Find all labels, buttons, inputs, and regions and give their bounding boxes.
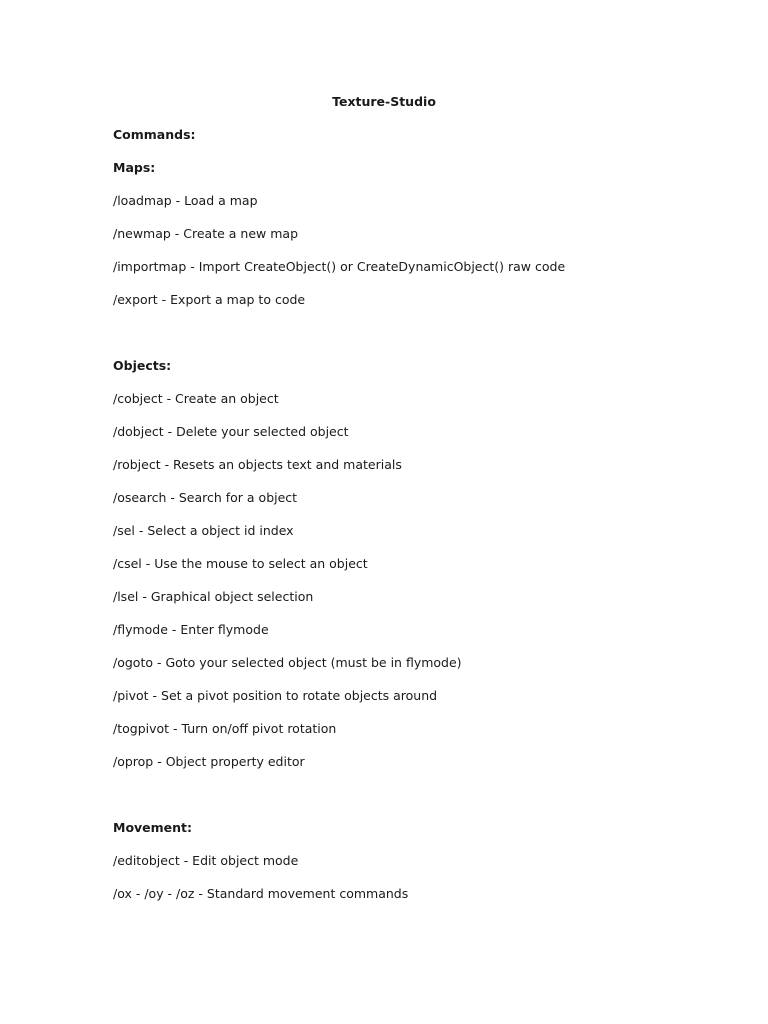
command-csel: /csel - Use the mouse to select an object <box>113 556 368 571</box>
command-sel: /sel - Select a object id index <box>113 523 294 538</box>
section-spacer <box>113 324 733 342</box>
command-dobject: /dobject - Delete your selected object <box>113 424 349 439</box>
command-ogoto: /ogoto - Goto your selected object (must be in flymode) <box>113 655 462 670</box>
command-togpivot: /togpivot - Turn on/off pivot rotation <box>113 721 337 736</box>
command-oprop: /oprop - Object property editor <box>113 754 305 769</box>
document-body <box>113 126 733 918</box>
command-loadmap: /loadmap - Load a map <box>113 193 258 208</box>
command-newmap: /newmap - Create a new map <box>113 226 298 241</box>
command-cobject: /cobject - Create an object <box>113 391 279 406</box>
command-pivot: /pivot - Set a pivot position to rotate objects around <box>113 688 438 703</box>
command-export: /export - Export a map to code <box>113 292 306 307</box>
command-ox-oy-oz: /ox - /oy - /oz - Standard movement commands <box>113 886 409 901</box>
section-spacer <box>113 786 733 804</box>
command-flymode: /flymode - Enter flymode <box>113 622 269 637</box>
section-heading-maps: Maps: <box>113 160 156 175</box>
section-heading-movement: Movement: <box>113 820 193 835</box>
section-heading-objects: Objects: <box>113 358 172 373</box>
commands-heading: Commands: <box>113 127 196 142</box>
command-importmap: /importmap - Import CreateObject() or CreateDynamicObject() raw code <box>113 259 566 274</box>
command-editobject: /editobject - Edit object mode <box>113 853 299 868</box>
command-lsel: /lsel - Graphical object selection <box>113 589 314 604</box>
command-osearch: /osearch - Search for a object <box>113 490 298 505</box>
command-robject: /robject - Resets an objects text and materials <box>113 457 402 472</box>
document-title: Texture-Studio <box>332 94 436 109</box>
